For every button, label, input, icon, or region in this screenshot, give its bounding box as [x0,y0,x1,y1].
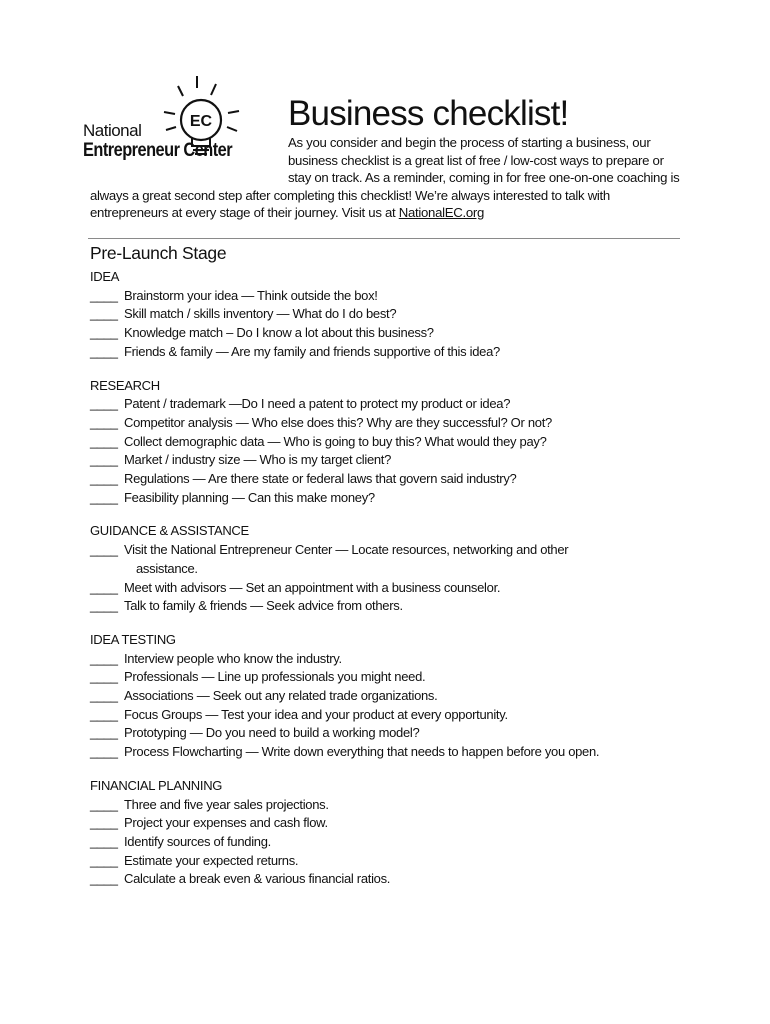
item-text [124,706,700,725]
checklist-sections [90,268,700,889]
item-text [124,650,700,669]
logo-text-entrepreneur-center: Entrepreneur Center [83,140,233,161]
section-title: IDEA [90,269,120,284]
item-text [124,668,700,687]
item-text [124,687,700,706]
checklist-item [90,687,700,706]
item-text [124,541,700,578]
section-title: RESEARCH [90,377,160,393]
checklist-item [90,650,700,669]
checklist-item [90,870,700,889]
checklist-item [90,324,700,343]
item-label: Estimate your expected returns. [124,852,299,868]
item-label: Visit the National Entrepreneur Center — Locate resources, networking and other [124,542,569,558]
item-text [124,343,700,362]
intro-text: As you consider and begin the process of starting a business, our business checklist is a great list of free / low-cost ways to prepare or stay on track. As a reminder, coming in for free one-on-one coaching is always a great second step after completing this checklist! We’re always interested to talk with entrepreneurs at every stage of their journey. Visit us at [90,135,680,220]
checkbox-blank[interactable]: ____ [90,725,118,741]
item-label: Feasibility planning — Can this make money? [124,489,375,505]
checkbox-blank[interactable]: ____ [90,706,118,722]
checklist-section [90,522,700,616]
item-text [124,433,700,452]
item-text [124,395,700,414]
website-link[interactable]: NationalEC.org [398,205,484,220]
checklist-item [90,833,700,852]
page-title: Business checklist! [288,94,569,133]
section-title: IDEA TESTING [90,631,176,647]
checkbox-blank[interactable]: ____ [90,744,118,760]
checklist-section [90,268,700,362]
item-label: Three and five year sales projections. [124,796,329,812]
logo-mark: EC [189,113,213,130]
checklist-item [90,489,700,508]
item-label: Identify sources of funding. [124,833,271,849]
checklist-item [90,343,700,362]
item-text [124,451,700,470]
item-text [124,324,700,343]
checklist-item [90,451,700,470]
checklist-item [90,668,700,687]
checkbox-blank[interactable]: ____ [90,833,118,849]
item-label: Brainstorm your idea — Think outside the box! [124,287,378,303]
checklist-item [90,852,700,871]
item-text [124,796,700,815]
checklist-content [90,240,700,904]
item-label: Talk to family & friends — Seek advice from others. [124,598,403,614]
checkbox-blank[interactable]: ____ [90,325,118,341]
checkbox-blank[interactable]: ____ [90,871,118,887]
checkbox-blank[interactable]: ____ [90,471,118,486]
checkbox-blank[interactable]: ____ [90,414,118,430]
item-label: Market / industry size — Who is my target client? [124,452,392,468]
checklist-item [90,743,700,762]
item-text [124,833,700,852]
item-text [124,305,700,324]
checklist-section [90,777,700,889]
checkbox-blank[interactable]: ____ [90,650,118,666]
item-text [124,852,700,871]
checkbox-blank[interactable]: ____ [90,815,118,831]
item-label: Project your expenses and cash flow. [124,815,328,831]
item-text [124,743,700,762]
item-label: Calculate a break even & various financial ratios. [124,871,391,887]
item-label: Regulations — Are there state or federal laws that govern said industry? [124,471,517,486]
item-text [124,870,700,889]
checklist-item [90,470,700,489]
item-label: Collect demographic data — Who is going to buy this? What would they pay? [124,433,547,449]
checkbox-blank[interactable]: ____ [90,343,118,359]
item-text [124,724,700,743]
item-label: Process Flowcharting — Write down everything that needs to happen before you open. [124,744,600,760]
item-label: Patent / trademark —Do I need a patent to protect my product or idea? [124,396,511,412]
checkbox-blank[interactable]: ____ [90,542,118,558]
item-text [124,597,700,616]
checklist-item [90,796,700,815]
checkbox-blank[interactable]: ____ [90,489,118,505]
item-label: Meet with advisors — Set an appointment with a business counselor. [124,579,501,595]
checklist-item [90,395,700,414]
checkbox-blank[interactable]: ____ [90,688,118,703]
checklist-item [90,597,700,616]
stage-heading: Pre-Launch Stage [90,243,227,263]
section-title: FINANCIAL PLANNING [90,777,223,793]
section-divider [88,238,680,239]
item-label: Interview people who know the industry. [124,650,342,666]
item-label: Prototyping — Do you need to build a working model? [124,725,420,741]
checklist-item [90,287,700,306]
logo-text-national: National [83,121,142,140]
checkbox-blank[interactable]: ____ [90,396,118,412]
checklist-items [90,395,700,507]
checklist-section [90,631,700,762]
checklist-items [90,287,700,362]
item-label: Skill match / skills inventory — What do I do best? [124,306,397,322]
item-text [124,414,700,433]
checkbox-blank[interactable]: ____ [90,579,118,595]
item-text [124,470,700,489]
checklist-item [90,814,700,833]
checklist-items [90,541,700,616]
checklist-item [90,579,700,598]
checkbox-blank[interactable]: ____ [90,669,118,685]
item-label: Focus Groups — Test your idea and your product at every opportunity. [124,706,508,722]
checklist-items [90,796,700,890]
intro-paragraph [90,134,680,222]
checkbox-blank[interactable]: ____ [90,433,118,449]
item-label: Associations — Seek out any related trade organizations. [124,688,438,703]
checklist-section [90,377,700,508]
checkbox-blank[interactable]: ____ [90,796,118,812]
section-title: GUIDANCE & ASSISTANCE [90,523,249,539]
checkbox-blank[interactable]: ____ [90,306,118,322]
item-label: Professionals — Line up professionals you might need. [124,669,426,685]
item-label: Friends & family — Are my family and friends supportive of this idea? [124,343,500,359]
checklist-item [90,414,700,433]
item-text [124,489,700,508]
checklist-items [90,650,700,762]
item-text [124,814,700,833]
checkbox-blank[interactable]: ____ [90,452,118,468]
checkbox-blank[interactable]: ____ [90,852,118,868]
checklist-item [90,706,700,725]
item-text [124,287,700,306]
item-label: Competitor analysis — Who else does this? Why are they successful? Or not? [124,414,552,430]
checklist-item [90,305,700,324]
checklist-item [90,724,700,743]
checklist-item [90,541,700,578]
item-label: Knowledge match – Do I know a lot about this business? [124,325,434,341]
item-label-continuation: assistance. [136,560,198,576]
checklist-item [90,433,700,452]
checkbox-blank[interactable]: ____ [90,287,118,303]
item-text [124,579,700,598]
checkbox-blank[interactable]: ____ [90,598,118,614]
